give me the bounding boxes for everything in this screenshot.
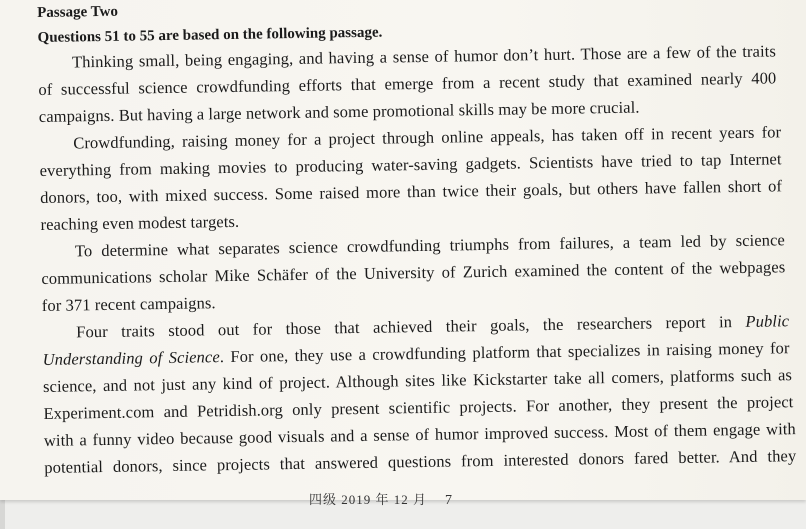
paragraph-line: donors, too, with mixed success. Some raised more than twice their goals, but others have fallen short of: [39, 176, 783, 207]
paragraph-text: . For one, they use a crowdfunding platform that specializes in raising money for: [219, 338, 790, 367]
footer-date: 四级 2019 年 12 月: [309, 492, 428, 507]
paragraph-line: Crowdfunding, raising money for a project through online appeals, has taken off in recent years for: [73, 122, 782, 153]
paragraph-line: To determine what separates science crowdfunding triumphs from failures, a team led by science: [74, 230, 786, 261]
paragraph-line: science, and not just any kind of project. Although sites like Kickstarter take all comers, platforms such as: [42, 365, 793, 396]
paragraph-line: campaigns. But having a large network and some promotional skills may be more crucial.: [38, 97, 640, 126]
paragraph-line: of successful science crowdfunding efforts that emerge from a recent study that examined nearly 400: [38, 68, 777, 99]
paragraph-line: Thinking small, being engaging, and having a sense of humor don’t hurt. Those are a few of the traits: [71, 41, 777, 72]
paragraph-text: Four traits stood out for those that achieved their goals, the researchers report in: [76, 312, 733, 342]
paragraph-line: Experiment.com and Petridish.org only present scientific projects. For another, they present the project: [43, 392, 794, 423]
journal-title-part: Public: [745, 311, 790, 331]
paragraph-line: reaching even modest targets.: [40, 211, 240, 234]
paragraph-line: everything from making movies to producing water-saving gadgets. Scientists have tried to tap Internet: [39, 149, 782, 180]
paragraph-line: with a funny video because good visuals and a sense of humor improved success. Most of them engage with: [43, 419, 796, 450]
paragraph-line: potential donors, since projects that answered questions from interested donors fared better. And they: [44, 446, 797, 477]
page-number: 7: [445, 493, 454, 508]
paragraph-line: for 371 recent campaigns.: [41, 293, 216, 315]
page-footer: [309, 489, 453, 509]
paragraph-line: communications scholar Mike Schäfer of the University of Zurich examined the content of the webpages: [41, 257, 786, 288]
passage-title: Passage Two: [37, 3, 119, 21]
journal-title-part: Understanding of Science: [42, 347, 220, 369]
questions-instruction: Questions 51 to 55 are based on the following passage.: [37, 24, 383, 46]
